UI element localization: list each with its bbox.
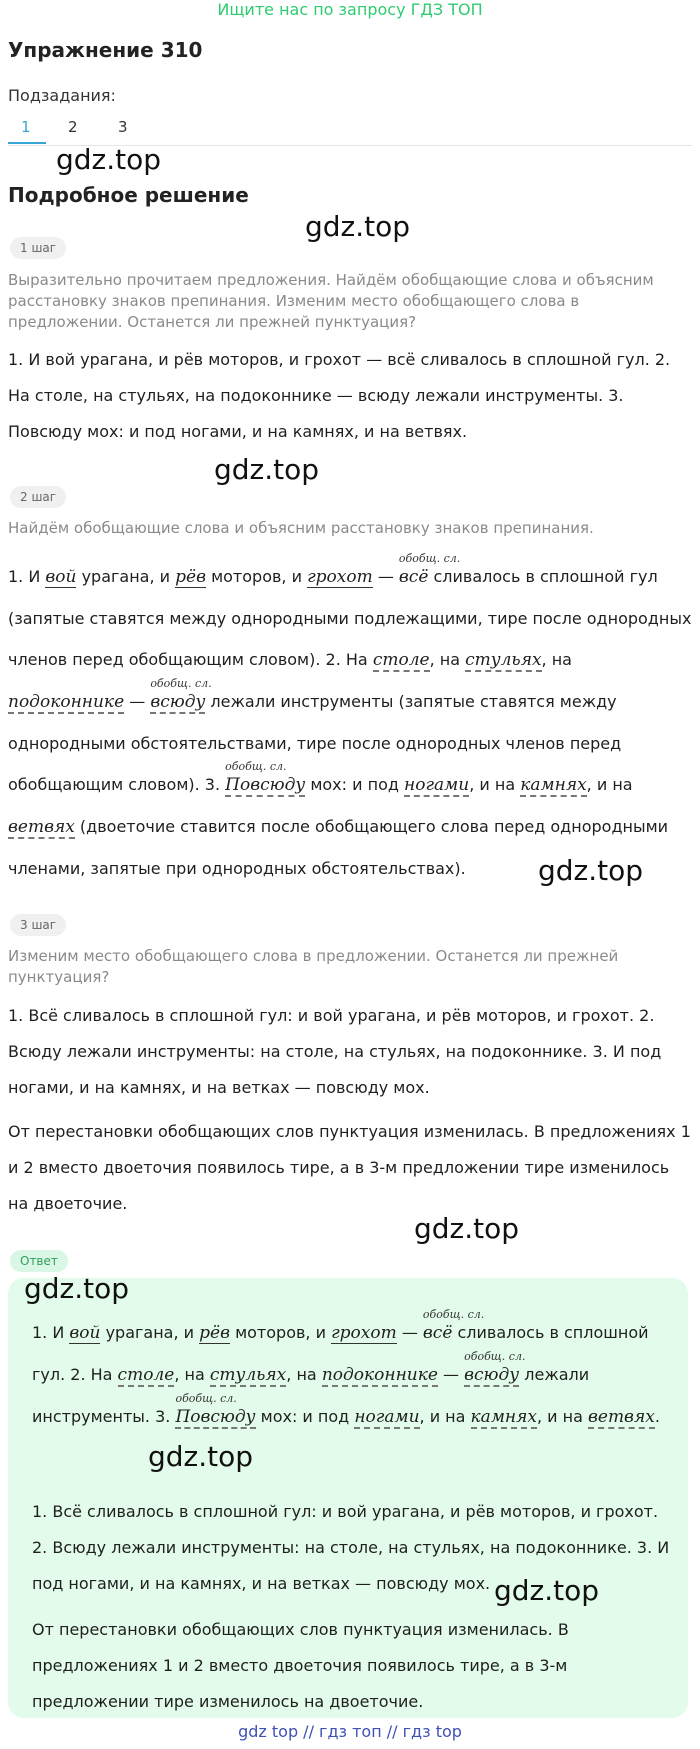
step-analysis: 1. И вой урагана, и рёв моторов, и грохот — обобщ. сл. всё сливалось в сплошной гул (запятые ставятся между однородными подлежащими, тире после однородных членов перед обобщающим словом). 2. На столе, на стульях, на подоконнике — обобщ. сл. всюду лежали инструменты (запятые ставятся между однородными обстоятельствами, тире после однородных членов перед обобщающим словом). 3. обобщ. сл. Повсюду мох: и под ногами, и на камнях, и на ветвях (двоеточие ставится после обобщающего слова перед однородными членами, запятые при однородных обстоятельствах).: [8, 556, 692, 889]
subject-word: грохот: [307, 567, 373, 587]
circumstance-word: стульях: [209, 1365, 287, 1385]
subject-word: грохот: [331, 1323, 397, 1343]
step-badge: 3 шаг: [10, 914, 66, 936]
generalizing-note: обобщ. сл.: [422, 1308, 485, 1321]
step-text: 1. И вой урагана, и рёв моторов, и грохот — всё сливалось в сплошной гул. 2. На столе, на стульях, на подоконнике — всюду лежали инструменты. 3. Повсюду мох: и под ногами, и на камнях, и на ветвях.: [8, 350, 671, 441]
section-title: Подробное решение: [8, 183, 249, 207]
generalizing-note: обобщ. сл.: [150, 677, 212, 690]
page-title: Упражнение 310: [8, 38, 203, 62]
watermark: gdz.top: [24, 1272, 130, 1305]
circumstance-word: ветвях: [587, 1407, 655, 1427]
generalizing-note: обобщ. сл.: [464, 1350, 526, 1363]
answer-text: 1. Всё сливалось в сплошной гул: и вой урагана, и рёв моторов, и грохот. 2. Всюду лежали инструменты: на столе, на стульях, на подоконнике. 3. И под ногами, и на камнях, и на ветках — повсюду мох.: [32, 1502, 670, 1593]
generalizing-note: обобщ. сл.: [398, 552, 461, 565]
tab-subtask-2[interactable]: 2: [68, 118, 78, 136]
subject-word: рёв: [175, 567, 206, 587]
watermark: gdz.top: [214, 453, 320, 486]
step-conclusion: От перестановки обобщающих слов пунктуация изменилась. В предложениях 1 и 2 вместо двоеточия появилось тире, а в 3-м предложении тире изменилось на двоеточие.: [8, 1122, 691, 1213]
circumstance-word: столе: [372, 650, 430, 670]
active-tab-indicator: [8, 142, 46, 144]
generalizing-word: всюду: [464, 1365, 520, 1385]
subject-word: вой: [69, 1323, 101, 1343]
top-banner[interactable]: Ищите нас по запросу ГДЗ ТОП: [217, 0, 483, 19]
watermark: gdz.top: [56, 143, 162, 176]
generalizing-word: всё: [422, 1323, 453, 1343]
tab-subtask-1[interactable]: 1: [21, 118, 31, 136]
subject-word: рёв: [199, 1323, 230, 1343]
generalizing-word: Повсюду: [225, 775, 306, 795]
subject-word: вой: [45, 567, 77, 587]
answer-conclusion: От перестановки обобщающих слов пунктуация изменилась. В предложениях 1 и 2 вместо двоеточия появилось тире, а в 3-м предложении тире изменилось на двоеточие.: [32, 1620, 569, 1711]
circumstance-word: подоконнике: [8, 692, 125, 712]
circumstance-word: ветвях: [8, 817, 75, 837]
step-prompt: Изменим место обобщающего слова в предложении. Останется ли прежней пунктуация?: [8, 947, 619, 986]
subtasks-label: Подзадания:: [8, 86, 116, 105]
generalizing-word: всё: [398, 567, 429, 587]
circumstance-word: камнях: [470, 1407, 537, 1427]
generalizing-note: обобщ. сл.: [225, 760, 287, 773]
step-badge: 2 шаг: [10, 486, 66, 508]
watermark: gdz.top: [538, 854, 644, 887]
footer-links[interactable]: gdz top // гдз топ // гдз top: [238, 1722, 462, 1741]
tab-subtask-3[interactable]: 3: [118, 118, 128, 136]
step-badge: 1 шаг: [10, 237, 66, 259]
step-prompt: Выразительно прочитаем предложения. Найдём обобщающие слова и объясним расстановку знаков препинания. Изменим место обобщающего слова в предложении. Останется ли прежней пунктуация?: [8, 271, 654, 331]
answer-analysis: 1. И вой урагана, и рёв моторов, и грохот — обобщ. сл. всё сливалось в сплошной гул. 2. На столе, на стульях, на подоконнике — обобщ. сл. всюду лежали инструменты. 3. обобщ. сл. Повсюду мох: и под ногами, и на камнях, и на ветвях.: [32, 1312, 672, 1438]
circumstance-word: камнях: [520, 775, 587, 795]
watermark: gdz.top: [414, 1212, 520, 1245]
watermark: gdz.top: [494, 1574, 600, 1607]
watermark: gdz.top: [305, 210, 411, 243]
generalizing-note: обобщ. сл.: [175, 1392, 237, 1405]
step-prompt: Найдём обобщающие слова и объясним расстановку знаков препинания.: [8, 519, 594, 537]
circumstance-word: ногами: [354, 1407, 420, 1427]
circumstance-word: подоконнике: [321, 1365, 438, 1385]
circumstance-word: ногами: [404, 775, 470, 795]
generalizing-word: Повсюду: [175, 1407, 256, 1427]
circumstance-word: стульях: [465, 650, 542, 670]
generalizing-word: всюду: [150, 692, 206, 712]
watermark: gdz.top: [148, 1440, 254, 1473]
answer-badge: Ответ: [10, 1250, 68, 1272]
step-text: 1. Всё сливалось в сплошной гул: и вой урагана, и рёв моторов, и грохот. 2. Всюду лежали инструменты: на столе, на стульях, на подоконнике. 3. И под ногами, и на камнях, и на ветках — повсюду мох.: [8, 1006, 662, 1097]
circumstance-word: столе: [117, 1365, 175, 1385]
